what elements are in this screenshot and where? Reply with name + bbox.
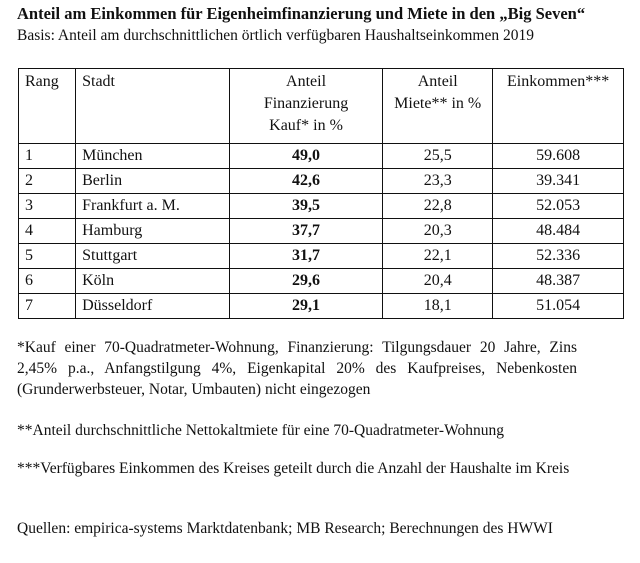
header-anteil-miete <box>383 69 493 144</box>
cell-rang: 6 <box>19 269 76 294</box>
cell-rang: 7 <box>19 294 76 319</box>
header-rang: Rang <box>19 69 76 144</box>
cell-rang: 4 <box>19 219 76 244</box>
footnote-kauf: *Kauf einer 70-Quadratmeter-Wohnung, Finanzierung: Tilgungsdauer 20 Jahre, Zins 2,45% p.a., Anfangstilgung 4%, Eigenkapital 20% des Kaufpreises, Nebenkosten (Grunderwerbsteuer, Notar, Umbauten) nicht eingezogen <box>17 339 577 398</box>
cell-einkommen: 51.054 <box>493 294 624 319</box>
cell-kauf: 42,6 <box>229 169 382 194</box>
header-stadt: Stadt <box>76 69 230 144</box>
cell-miete: 23,3 <box>383 169 493 194</box>
cell-miete: 20,3 <box>383 219 493 244</box>
cell-einkommen: 48.484 <box>493 219 624 244</box>
header-anteil-kauf <box>229 69 382 144</box>
table-row <box>19 269 624 294</box>
cell-rang: 5 <box>19 244 76 269</box>
cell-kauf: 29,6 <box>229 269 382 294</box>
document-title: Anteil am Einkommen für Eigenheimfinanzierung und Miete in den „Big Seven“ <box>17 4 586 23</box>
cell-miete: 22,1 <box>383 244 493 269</box>
header-miete-line-2: Miete** in % <box>394 95 482 112</box>
cell-einkommen: 52.053 <box>493 194 624 219</box>
cell-kauf: 39,5 <box>229 194 382 219</box>
cell-rang: 1 <box>19 144 76 169</box>
footnote-miete: **Anteil durchschnittliche Nettokaltmiete für eine 70-Quadratmeter-Wohnung <box>17 422 504 439</box>
table-header-row <box>19 69 624 144</box>
header-kauf-line-1: Anteil <box>286 73 327 90</box>
cell-stadt: München <box>76 144 230 169</box>
table-row <box>19 144 624 169</box>
cell-kauf: 49,0 <box>229 144 382 169</box>
data-table <box>18 68 624 319</box>
cell-kauf: 37,7 <box>229 219 382 244</box>
table-row <box>19 294 624 319</box>
document-subtitle: Basis: Anteil am durchschnittlichen örtlich verfügbaren Haushaltseinkommen 2019 <box>17 27 534 44</box>
cell-einkommen: 52.336 <box>493 244 624 269</box>
table-row <box>19 219 624 244</box>
cell-kauf: 31,7 <box>229 244 382 269</box>
cell-stadt: Berlin <box>76 169 230 194</box>
header-kauf-line-2: Finanzierung <box>263 95 349 112</box>
cell-stadt: Hamburg <box>76 219 230 244</box>
cell-stadt: Stuttgart <box>76 244 230 269</box>
cell-rang: 3 <box>19 194 76 219</box>
cell-miete: 25,5 <box>383 144 493 169</box>
cell-stadt: Frankfurt a. M. <box>76 194 230 219</box>
cell-kauf: 29,1 <box>229 294 382 319</box>
cell-miete: 20,4 <box>383 269 493 294</box>
header-kauf-line-3: Kauf* in % <box>269 117 343 134</box>
table-row <box>19 194 624 219</box>
cell-rang: 2 <box>19 169 76 194</box>
sources-note: Quellen: empirica-systems Marktdatenbank; MB Research; Berechnungen des HWWI <box>17 520 553 537</box>
cell-stadt: Düsseldorf <box>76 294 230 319</box>
cell-miete: 22,8 <box>383 194 493 219</box>
table-row <box>19 244 624 269</box>
footnote-einkommen: ***Verfügbares Einkommen des Kreises geteilt durch die Anzahl der Haushalte im Kreis <box>17 460 570 477</box>
header-einkommen: Einkommen*** <box>493 69 624 144</box>
header-miete-line-1: Anteil <box>417 73 458 90</box>
cell-stadt: Köln <box>76 269 230 294</box>
cell-einkommen: 59.608 <box>493 144 624 169</box>
cell-einkommen: 48.387 <box>493 269 624 294</box>
cell-einkommen: 39.341 <box>493 169 624 194</box>
table-row <box>19 169 624 194</box>
cell-miete: 18,1 <box>383 294 493 319</box>
